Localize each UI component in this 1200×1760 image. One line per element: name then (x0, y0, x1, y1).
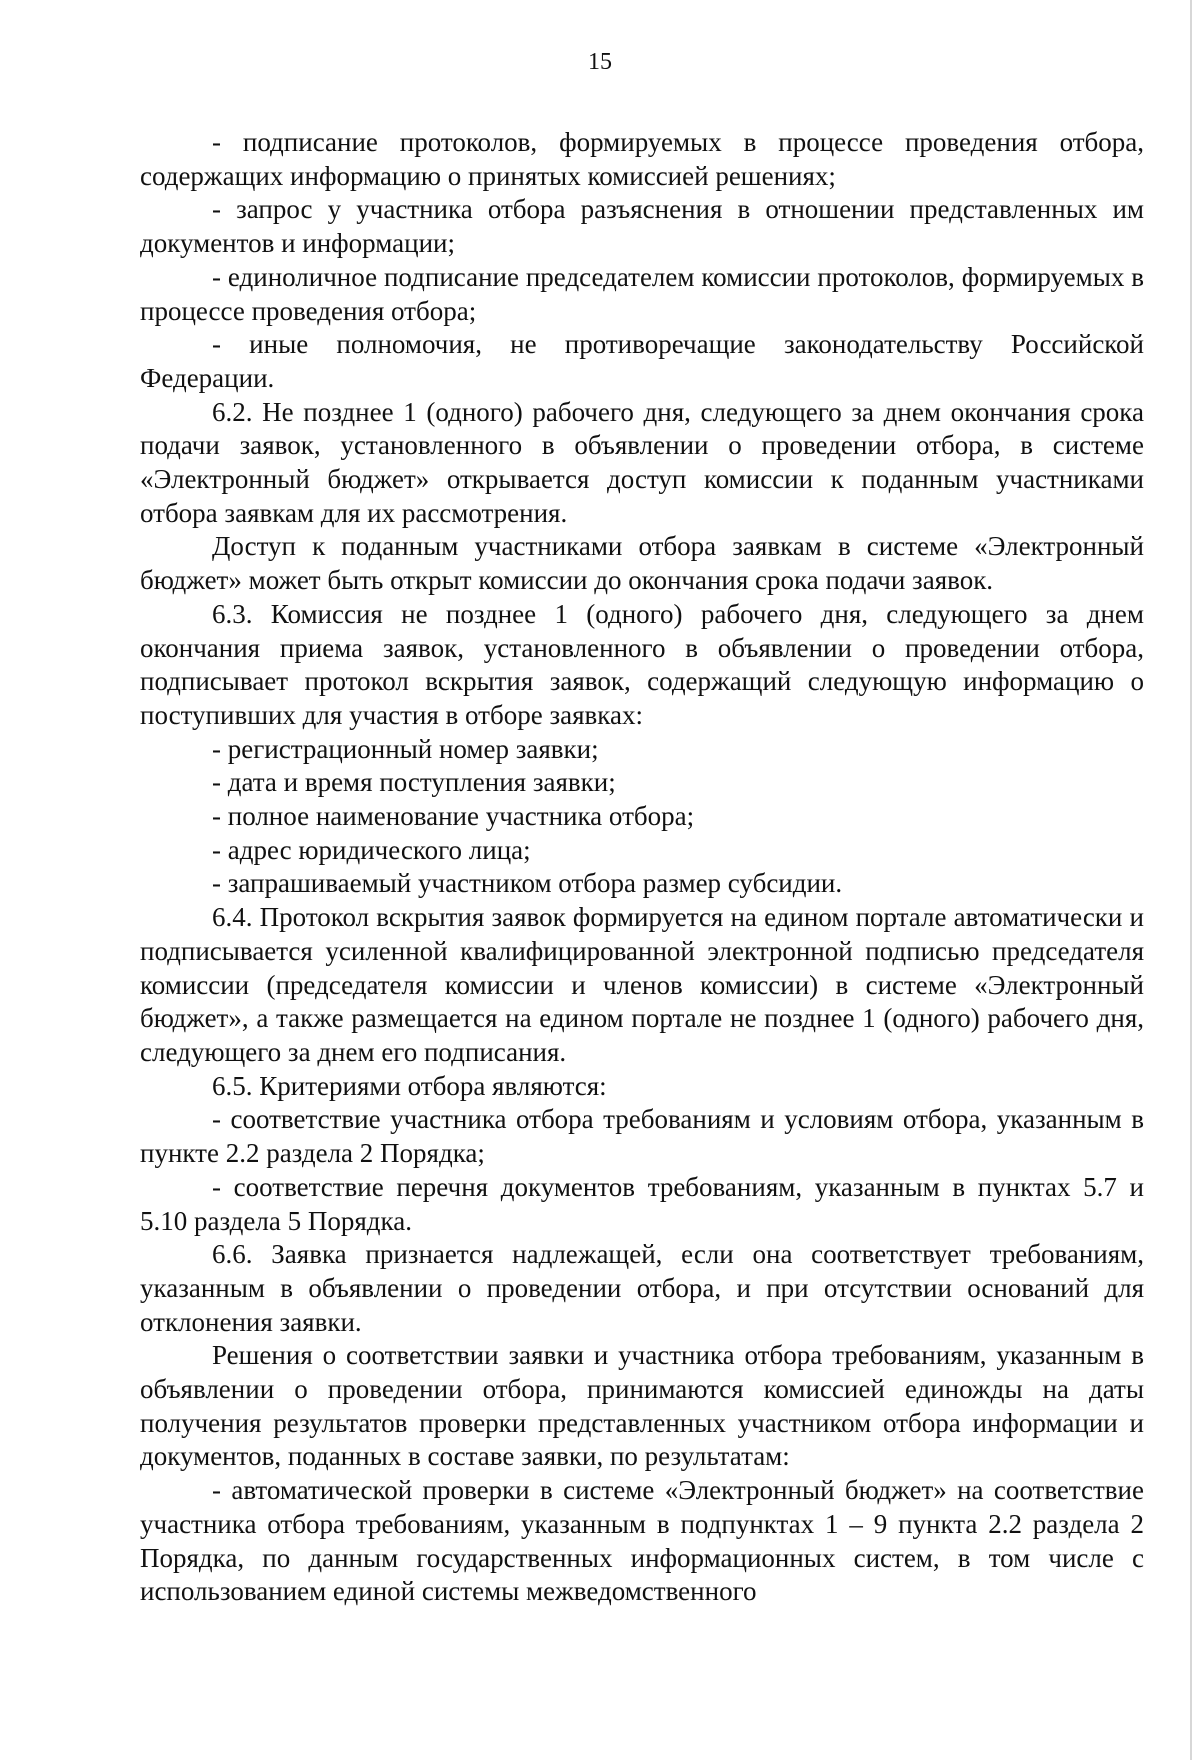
scan-edge-line (1190, 0, 1192, 1760)
paragraph: - соответствие участника отбора требованиям и условиям отбора, указанным в пункте 2.2 раздела 2 Порядка; (140, 1104, 1144, 1169)
paragraph: - единоличное подписание председателем комиссии протоколов, формируемых в процессе проведения отбора; (140, 261, 1144, 326)
paragraph: - подписание протоколов, формируемых в процессе проведения отбора, содержащих информацию о принятых комиссией решениях; (140, 127, 1144, 191)
paragraph: - запрос у участника отбора разъяснения в отношении представленных им документов и информации; (140, 194, 1144, 259)
paragraph: 6.5. Критериями отбора являются: (212, 1070, 607, 1101)
paragraph: Решения о соответствии заявки и участника отбора требованиям, указанным в объявлении о проведении отбора, принимаются комиссией единожды на даты получения результатов проверки представленных участником отбора информации и документов, поданных в составе заявки, по результатам: (140, 1340, 1144, 1472)
paragraph: - полное наименование участника отбора; (212, 801, 695, 832)
paragraph: - адрес юридического лица; (212, 834, 531, 865)
document-body (140, 126, 1144, 1609)
paragraph: 6.4. Протокол вскрытия заявок формируется на едином портале автоматически и подписывается усиленной квалифицированной электронной подписью председателя комиссии (председателя комиссии и членов комиссии) в системе «Электронный бюджет», а также размещается на едином портале не позднее 1 (одного) рабочего дня, следующего за днем его подписания. (140, 902, 1144, 1067)
paragraph: - иные полномочия, не противоречащие законодательству Российской Федерации. (140, 329, 1144, 393)
paragraph: Доступ к поданным участниками отбора заявкам в системе «Электронный бюджет» может быть открыт комиссии до окончания срока подачи заявок. (140, 531, 1144, 596)
page-number: 15 (588, 49, 612, 75)
paragraph: - автоматической проверки в системе «Электронный бюджет» на соответствие участника отбора требованиям, указанным в подпунктах 1 – 9 пункта 2.2 раздела 2 Порядка, по данным государственных информационных систем, в том числе с использованием единой системы межведомственного (140, 1475, 1144, 1607)
paragraph: - соответствие перечня документов требованиям, указанным в пунктах 5.7 и 5.10 раздела 5 Порядка. (140, 1171, 1144, 1236)
paragraph: 6.2. Не позднее 1 (одного) рабочего дня, следующего за днем окончания срока подачи заявок, установленного в объявлении о проведении отбора, в системе «Электронный бюджет» открывается доступ комиссии к поданным участниками отбора заявкам для их рассмотрения. (140, 396, 1144, 528)
paragraph: - регистрационный номер заявки; (212, 733, 599, 764)
paragraph: - дата и время поступления заявки; (212, 767, 616, 798)
paragraph: 6.3. Комиссия не позднее 1 (одного) рабочего дня, следующего за днем окончания приема заявок, установленного в объявлении о проведении отбора, подписывает протокол вскрытия заявок, содержащий следующую информацию о поступивших для участия в отборе заявках: (140, 598, 1144, 730)
paragraph: - запрашиваемый участником отбора размер субсидии. (212, 868, 843, 899)
paragraph: 6.6. Заявка признается надлежащей, если она соответствует требованиям, указанным в объявлении о проведении отбора, и при отсутствии оснований для отклонения заявки. (140, 1239, 1144, 1337)
